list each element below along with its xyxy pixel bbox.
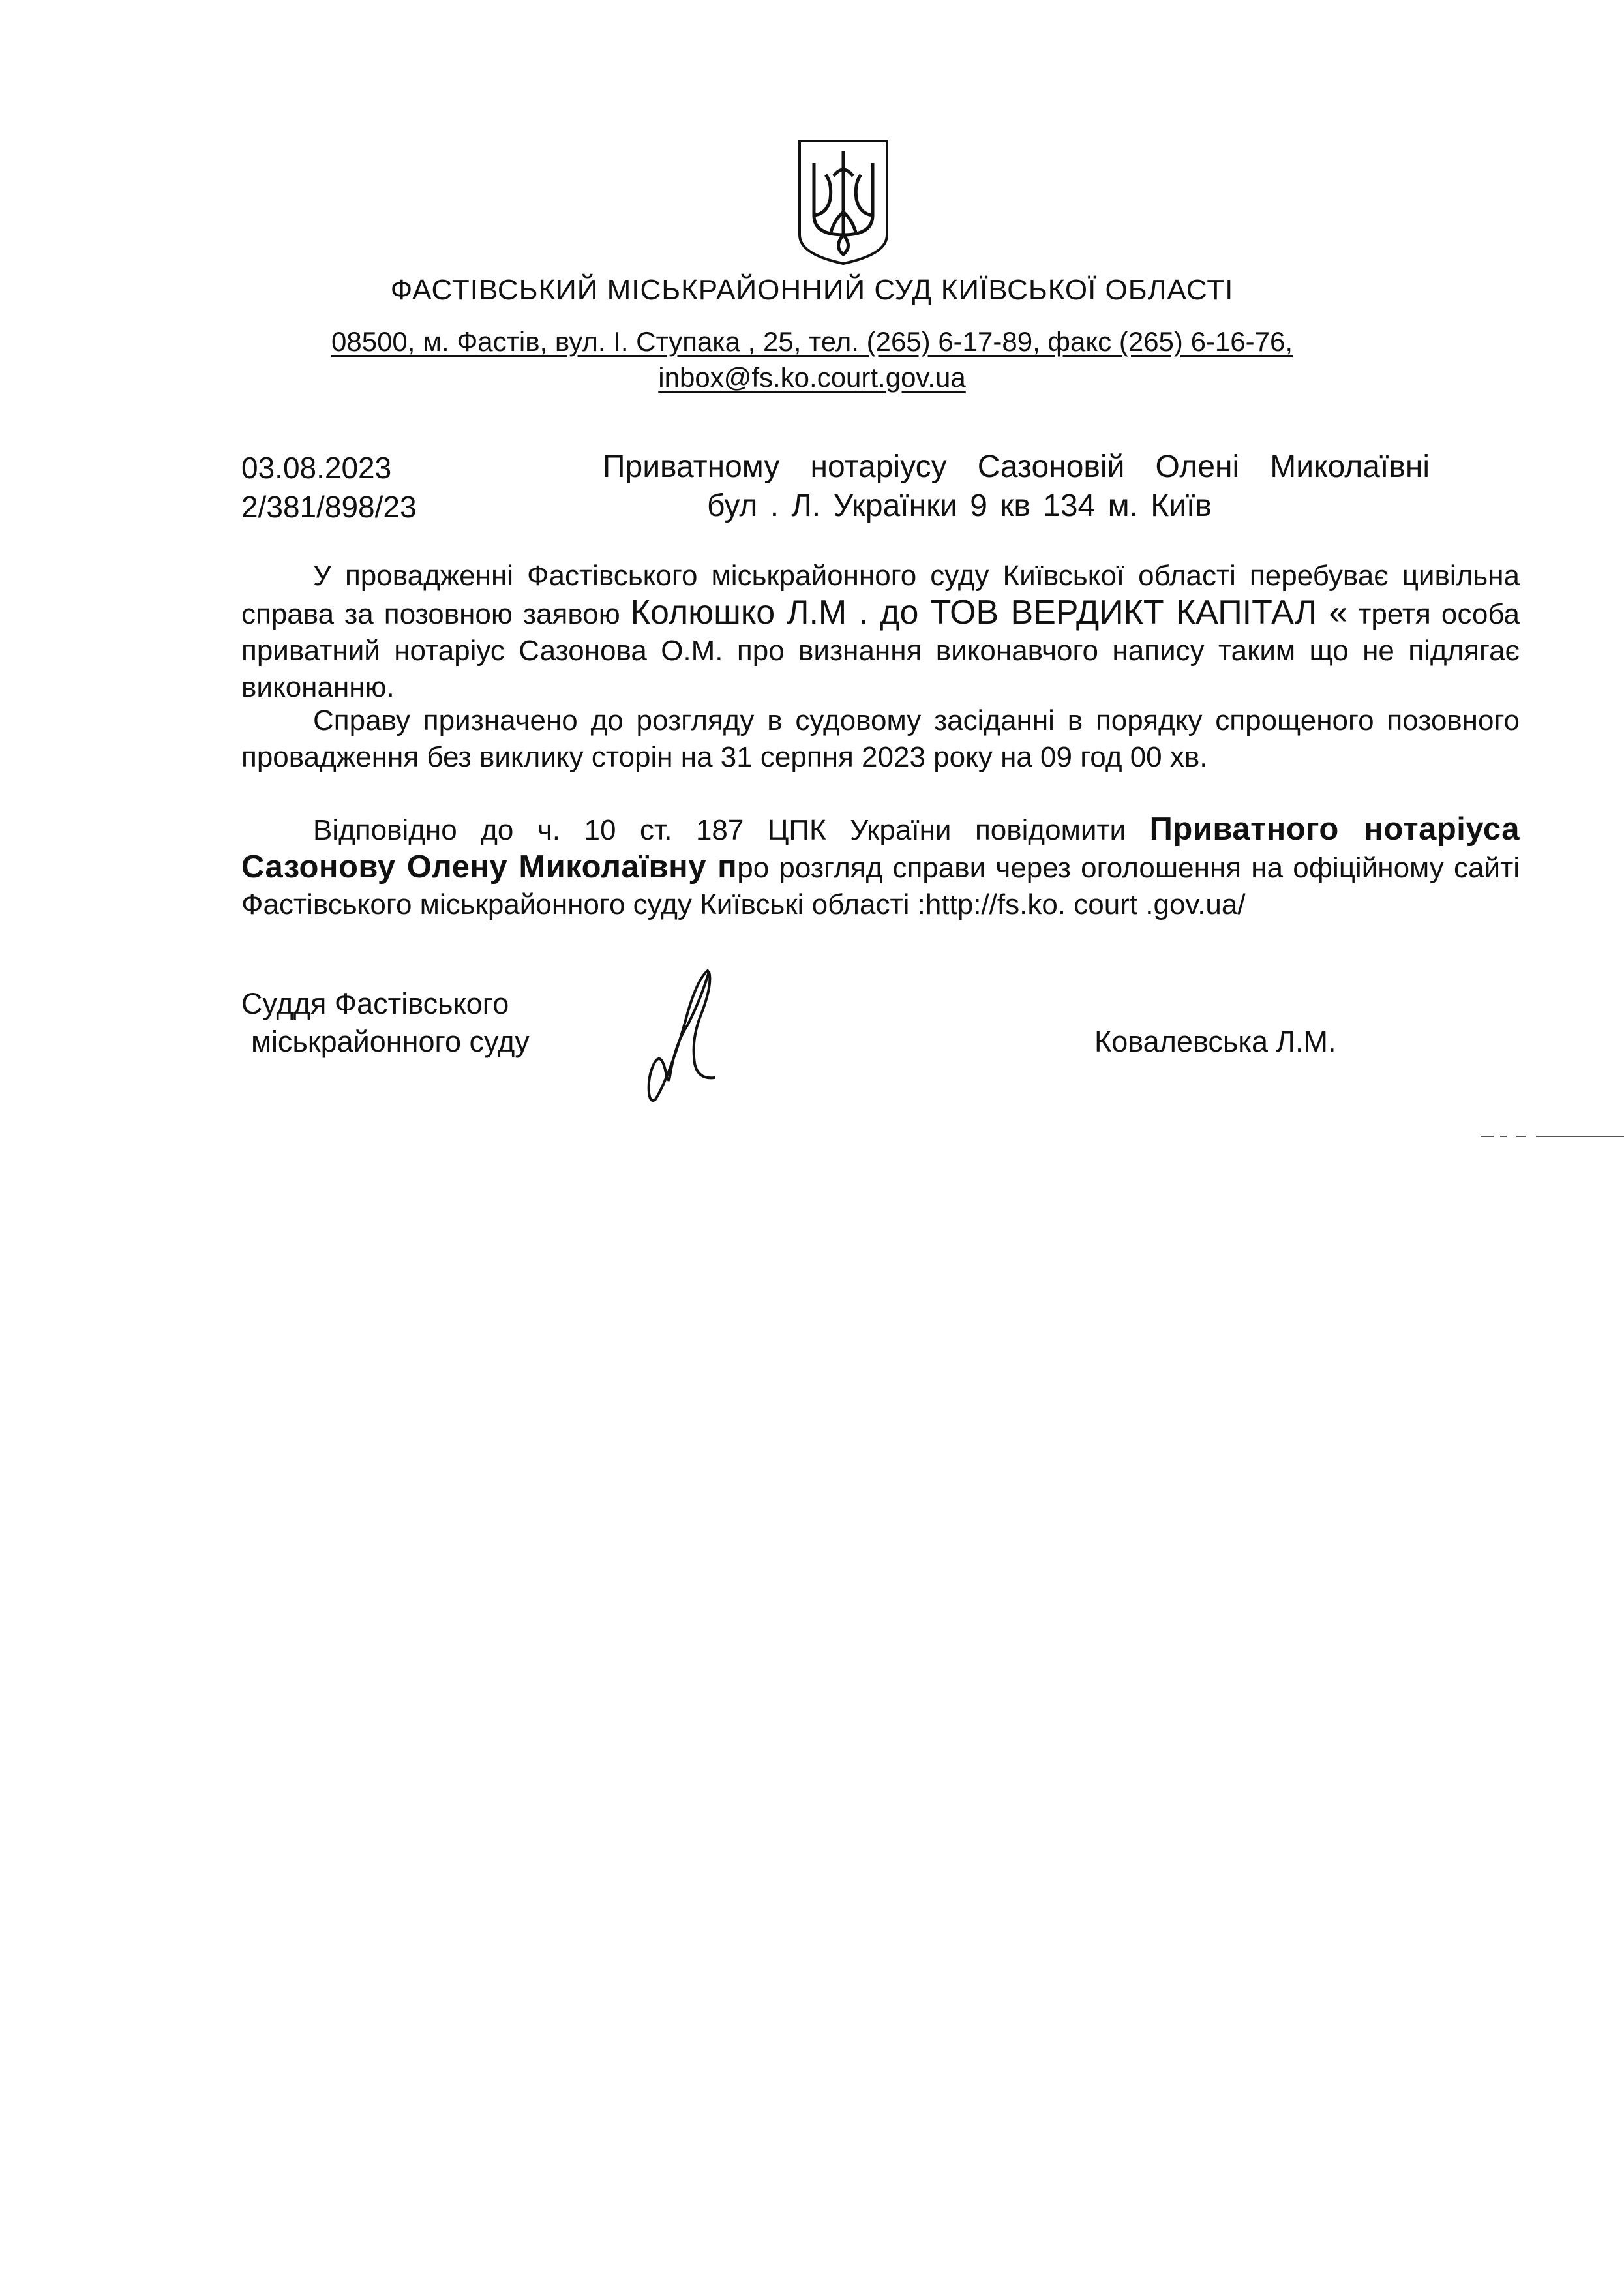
paragraph-text: Відповідно до ч. 10 ст. 187 ЦПК України повідомити xyxy=(313,814,1150,846)
paragraph-case-info xyxy=(241,558,1520,706)
paragraph-text: третя особа приватний нотаріус Сазонова О.М. про визнання виконавчого напису таким що не підлягає виконанню. xyxy=(241,598,1520,703)
paragraph-text: У провадженні Фастівського міськрайонного суду Київської області перебуває цивільна справа за позовною заявою xyxy=(241,560,1520,630)
letter-reference: 2/381/898/23 xyxy=(241,490,417,524)
recipient-name: Приватному нотаріусу Сазоновій Олені Миколаївні xyxy=(603,449,1430,484)
paragraph-hearing xyxy=(241,703,1520,776)
handwritten-signature xyxy=(636,965,734,1109)
court-name: ФАСТІВСЬКИЙ МІСЬКРАЙОННИЙ СУД КИЇВСЬКОЇ ОБЛАСТІ xyxy=(390,274,1234,306)
coat-of-arms-icon xyxy=(794,137,892,266)
paragraph-text: ро розгляд справи через оголошення на офіційному сайті Фастівського міськрайонного суду Київські області :http://fs.ko. court .gov.ua/ xyxy=(241,852,1520,920)
recipient-address: бул . Л. Українки 9 кв 134 м. Київ xyxy=(707,489,1212,523)
signer-title-line1: Суддя Фастівського xyxy=(241,987,509,1020)
paragraph-notice xyxy=(241,811,1520,923)
paragraph-text: Справу призначено до розгляду в судовому засіданні в порядку спрощеного позовного провадження без виклику сторін на 31 серпня 2023 року на 09 год 00 хв. xyxy=(241,705,1520,773)
letter-date: 03.08.2023 xyxy=(241,451,392,485)
scan-artifact xyxy=(1481,1134,1624,1139)
notified-person: Приватного нотаріуса Сазонову Олену Миколаївну п xyxy=(241,812,1520,885)
court-email: inbox@fs.ko.court.gov.ua xyxy=(658,362,966,393)
signer-title-line2: міськрайонного суду xyxy=(251,1025,530,1058)
plaintiff-defendant: Колюшко Л.М . до ТОВ ВЕРДИКТ КАПІТАЛ « xyxy=(630,594,1348,631)
court-address: 08500, м. Фастів, вул. І. Ступака , 25, тел. (265) 6-17-89, факс (265) 6-16-76, xyxy=(331,326,1293,357)
judge-name: Ковалевська Л.М. xyxy=(1094,1025,1336,1058)
